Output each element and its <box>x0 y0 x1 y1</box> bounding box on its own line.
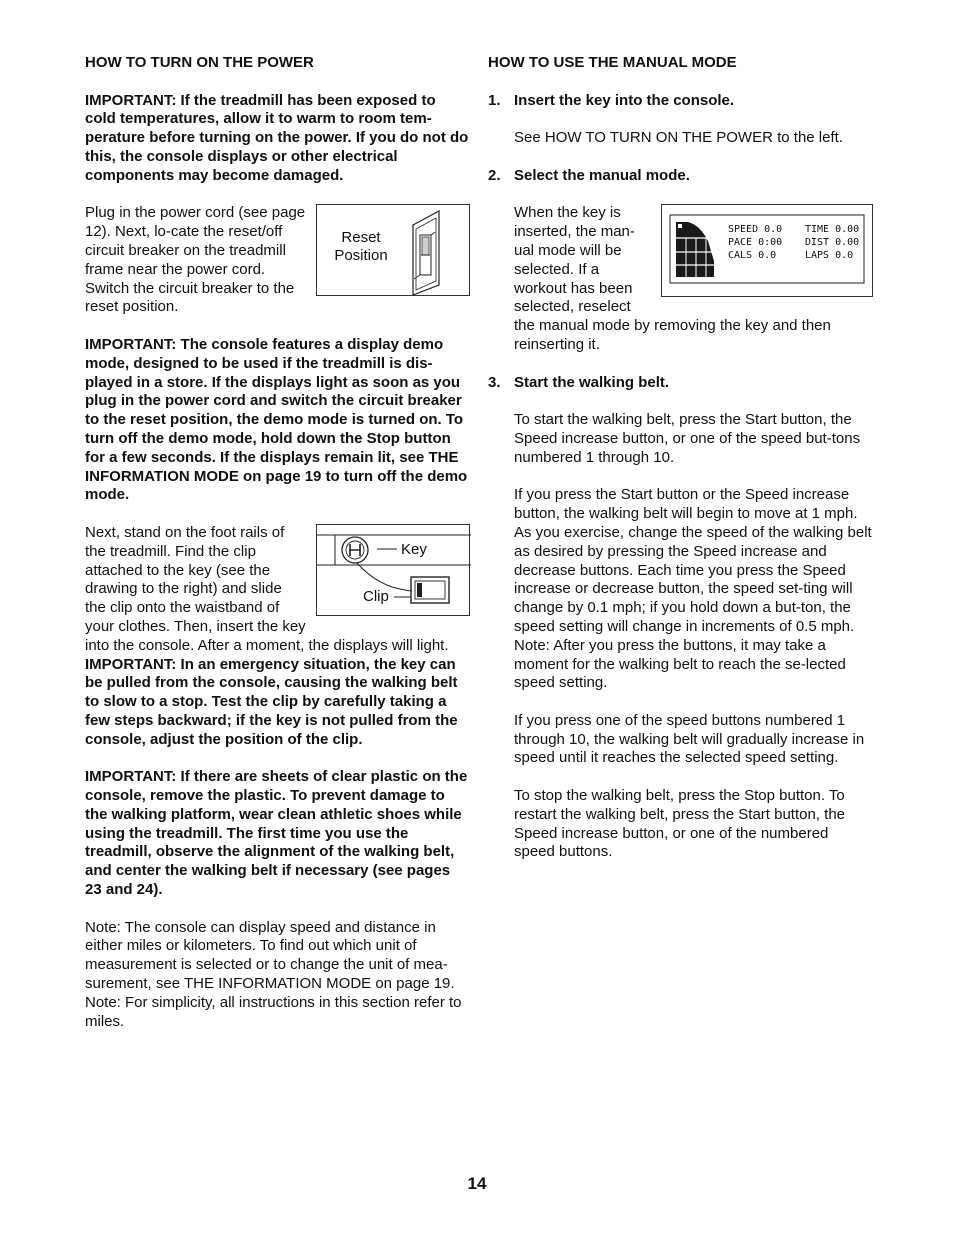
power-heading: HOW TO TURN ON THE POWER <box>85 54 314 71</box>
key-clip-drawing <box>317 525 471 617</box>
laps-readout: LAPS 0.0 <box>805 250 854 262</box>
speed-readout: SPEED 0.0 <box>728 224 783 236</box>
key-instructions: Next, stand on the foot rails of the treadmill. Find the clip attached to the key (see the drawing to the right) and slide the clip onto the waistband of your clothes. Then, insert the key into the console. After a moment, the displays will light. IMPORTANT: In an emergency situation, the key can be pulled from the console, causing the walking belt to slow to a stop. Test the clip by carefully taking a few steps backward; if the key is not pulled from the console, adjust the position of the clip. <box>85 523 458 748</box>
manual-mode-heading: HOW TO USE THE MANUAL MODE <box>488 54 737 71</box>
step-3-speed-buttons-text: If you press one of the speed buttons numbered 1 through 10, the walking belt will gradually increase in speed until it reaches the selected speed setting. <box>514 711 865 767</box>
console-display-figure <box>661 204 873 297</box>
page-number: 14 <box>467 1174 487 1193</box>
console-display-drawing <box>662 205 874 298</box>
clip-label: Clip <box>363 587 389 605</box>
step-2-title: 2. Select the manual mode. <box>488 166 690 184</box>
step-1-title: 1. Insert the key into the console. <box>488 91 735 109</box>
circuit-breaker-drawing <box>317 205 471 297</box>
important-plastic-sheets: IMPORTANT: If there are sheets of clear plastic on the console, remove the plastic. To prevent damage to the walking platform, wear clean athletic shoes while using the treadmill. The first time you use the treadmill, observe the alignment of the walking belt, and center the walking belt if necessary (see pages 23 and 24). <box>85 768 468 899</box>
units-note: Note: The console can display speed and distance in either miles or kilometers. To find out which unit of measurement is selected or to change the unit of mea-surement, see THE INFORMATION MODE on page 19. Note: For simplicity, all instructions in this section refer to miles. <box>85 918 462 1030</box>
reset-section <box>85 204 470 336</box>
step-3-stop-text: To stop the walking belt, press the Stop button. To restart the walking belt, press the Start button, the Speed increase button, or one of the numbered speed buttons. <box>514 787 846 861</box>
important-cold-warning: IMPORTANT: If the treadmill has been exposed to cold temperatures, allow it to warm to room tem-perature before turning on the power. If you do not do this, the console displays or other electrical components may become damaged. <box>85 91 469 184</box>
plug-in-instructions: Plug in the power cord (see page 12). Next, lo-cate the reset/off circuit breaker on the treadmill frame near the power cord. Switch the circuit breaker to the reset position. <box>85 204 306 316</box>
step-3-title: 3. Start the walking belt. <box>488 373 670 391</box>
reset-position-figure <box>316 204 470 296</box>
step-1-text: See HOW TO TURN ON THE POWER to the left. <box>514 129 843 147</box>
important-demo-mode: IMPORTANT: The console features a display demo mode, designed to be used if the treadmill is dis-played in a store. If the displays light as soon as you plug in the power cord and switch the circuit breaker to the reset position, the demo mode is turned on. To turn off the demo mode, hold down the Stop button for a few seconds. If the displays remain lit, see THE INFORMATION MODE on page 19 to turn off the demo mode. <box>85 335 468 504</box>
step-3-speed-text: If you press the Start button or the Speed increase button, the walking belt will begin to move at 1 mph. As you exercise, change the speed of the walking belt as desired by pressing the Speed increase and decrease buttons. Each time you press the Speed increase or decrease button, the speed set-ting will change by 0.1 mph; if you hold down a but-ton, the speed setting will change in increments of 0.5 mph. Note: After you press the buttons, it may take a moment for the walking belt to reach the se-lected speed setting. <box>514 486 872 692</box>
key-and-clip-figure <box>316 524 470 616</box>
distance-readout: DIST 0.00 <box>805 237 860 249</box>
left-column <box>85 54 470 1050</box>
important-emergency-key: IMPORTANT: In an emergency situation, the key can be pulled from the console, causing the walking belt to slow to a stop. Test the clip by carefully taking a few steps backward; if the key is not pulled from the console, adjust the position of the clip. <box>85 655 458 748</box>
key-label: Key <box>401 540 427 558</box>
pace-readout: PACE 0:00 <box>728 237 783 249</box>
reset-position-label: Reset Position <box>334 229 388 264</box>
key-section <box>85 524 470 768</box>
step-3-start-text: To start the walking belt, press the Start button, the Speed increase button, or one of the speed but-tons numbered 1 through 10. <box>514 411 861 466</box>
step-2-section <box>488 204 873 373</box>
right-column <box>488 54 873 881</box>
time-readout: TIME 0.00 <box>805 224 860 236</box>
step-2-text: When the key is inserted, the man-ual mode will be selected. If a workout has been selected, reselect the manual mode by removing the key and then reinserting it. <box>514 204 831 353</box>
calories-readout: CALS 0.0 <box>728 250 777 262</box>
